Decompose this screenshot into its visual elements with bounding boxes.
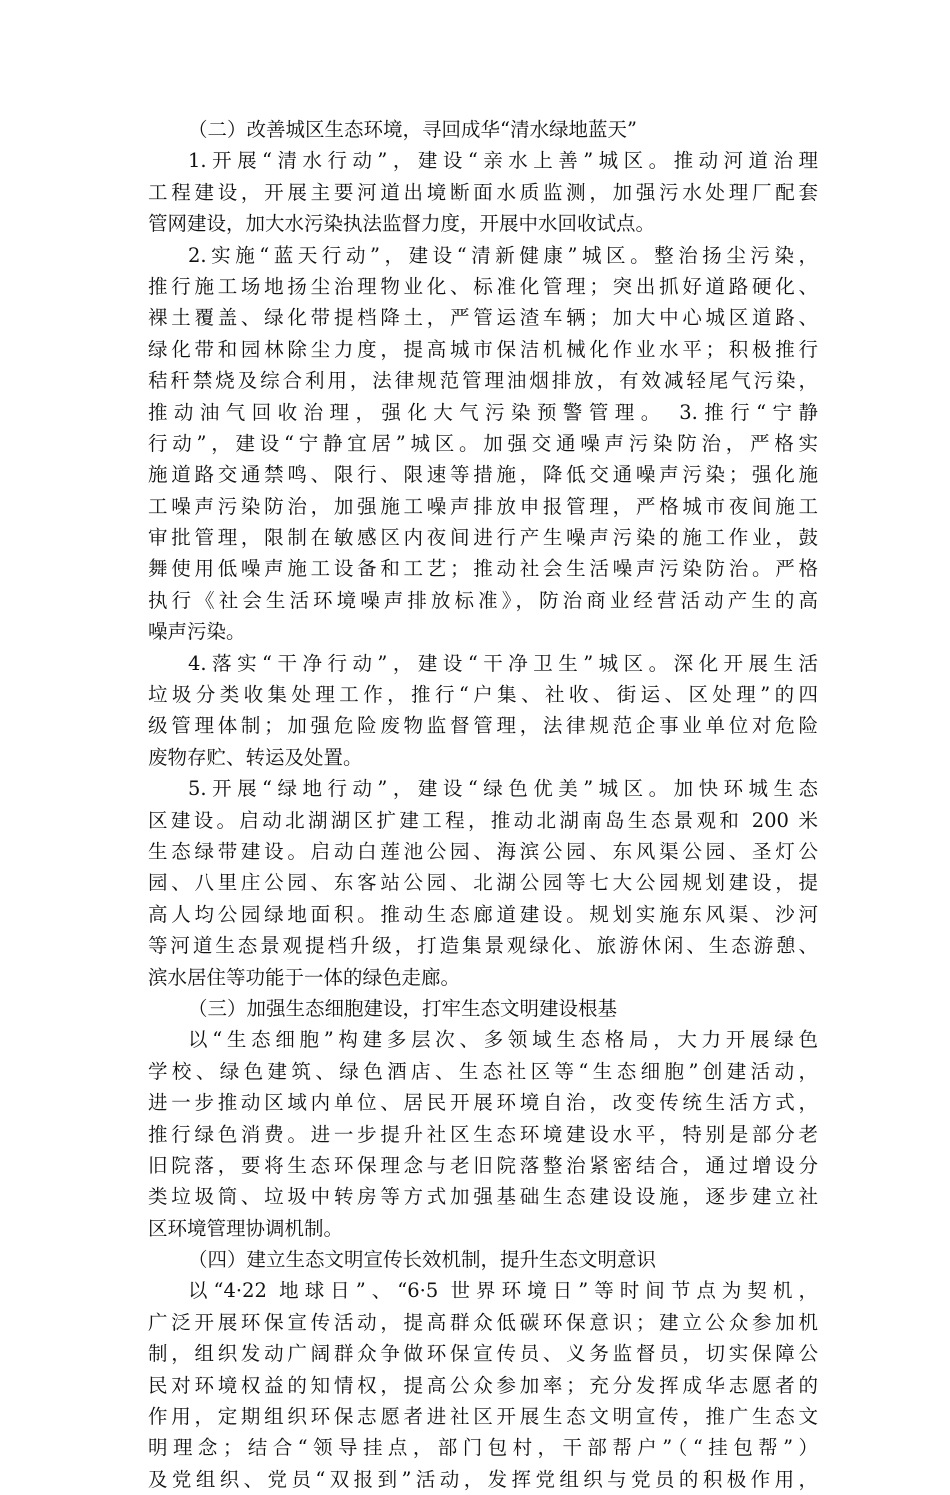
text-line: 5.开展“绿地行动”，建设“绿色优美”城区。加快环城生态 bbox=[188, 777, 818, 801]
text-line: 4.落实“干净行动”，建设“干净卫生”城区。深化开展生活 bbox=[188, 651, 818, 675]
text-line: 舞使用低噪声施工设备和工艺；推动社会生活噪声污染防治。严格 bbox=[148, 557, 818, 581]
text-line: 及党组织、党员“双报到”活动，发挥党组织与党员的积极作用， bbox=[148, 1467, 818, 1491]
text-line: 推行绿色消费。进一步提升社区生态环境建设水平，特别是部分老 bbox=[148, 1122, 818, 1146]
text-line: 施道路交通禁鸣、限行、限速等措施，降低交通噪声污染；强化施 bbox=[148, 463, 818, 487]
text-line: 区环境管理协调机制。 bbox=[148, 1216, 344, 1240]
text-line: 1.开展“清水行动”，建设“亲水上善”城区。推动河道治理 bbox=[188, 149, 818, 173]
text-line: 类垃圾筒、垃圾中转房等方式加强基础生态建设设施，逐步建立社 bbox=[148, 1185, 818, 1209]
text-line: 裸土覆盖、绿化带提档降土，严管运渣车辆；加大中心城区道路、 bbox=[148, 306, 818, 330]
text-line: 民对环境权益的知情权，提高公众参加率；充分发挥成华志愿者的 bbox=[148, 1373, 818, 1397]
text-line: 进一步推动区域内单位、居民开展环境自治，改变传统生活方式， bbox=[148, 1091, 818, 1115]
text-line: （四）建立生态文明宣传长效机制，提升生态文明意识 bbox=[188, 1248, 657, 1272]
text-line: 以“4·22 地球日”、“6·5 世界环境日”等时间节点为契机， bbox=[188, 1279, 818, 1303]
document-body bbox=[148, 114, 818, 1495]
text-line: 绿化带和园林除尘力度，提高城市保洁机械化作业水平；积极推行 bbox=[148, 337, 818, 361]
text-line: 等河道生态景观提档升级，打造集景观绿化、旅游休闲、生态游憩、 bbox=[148, 934, 818, 958]
text-line: 旧院落，要将生态环保理念与老旧院落整治紧密结合，通过增设分 bbox=[148, 1153, 818, 1177]
text-line: 2.实施“蓝天行动”，建设“清新健康”城区。整治扬尘污染， bbox=[188, 243, 818, 267]
text-line: 高人均公园绿地面积。推动生态廊道建设。规划实施东风渠、沙河 bbox=[148, 902, 818, 926]
text-line: 明理念；结合“领导挂点，部门包村，干部帮户”（“挂包帮”） bbox=[148, 1436, 818, 1460]
text-line: 工程建设，开展主要河道出境断面水质监测，加强污水处理厂配套 bbox=[148, 180, 818, 204]
text-line: 推行施工场地扬尘治理物业化、标准化管理；突出抓好道路硬化、 bbox=[148, 274, 818, 298]
text-line: 秸秆禁烧及综合利用，法律规范管理油烟排放，有效减轻尾气污染， bbox=[148, 369, 818, 393]
text-line: 制，组织发动广阔群众争做环保宣传员、义务监督员，切实保障公 bbox=[148, 1342, 818, 1366]
text-line: 区建设。启动北湖湖区扩建工程，推动北湖南岛生态景观和 200 米 bbox=[148, 808, 818, 832]
text-line: 废物存贮、转运及处置。 bbox=[148, 745, 363, 769]
text-line: （三）加强生态细胞建设，打牢生态文明建设根基 bbox=[188, 996, 618, 1020]
text-line: 园、八里庄公园、东客站公园、北湖公园等七大公园规划建设，提 bbox=[148, 871, 818, 895]
text-line: 推动油气回收治理，强化大气污染预警管理。 3.推行“宁静 bbox=[148, 400, 818, 424]
text-line: 以“生态细胞”构建多层次、多领域生态格局，大力开展绿色 bbox=[188, 1028, 818, 1052]
text-line: 广泛开展环保宣传活动，提高群众低碳环保意识；建立公众参加机 bbox=[148, 1310, 818, 1334]
text-line: （二）改善城区生态环境，寻回成华“清水绿地蓝天” bbox=[188, 118, 637, 141]
text-line: 垃圾分类收集处理工作，推行“户集、社收、街运、区处理”的四 bbox=[148, 683, 818, 707]
text-line: 学校、绿色建筑、绿色酒店、生态社区等“生态细胞”创建活动， bbox=[148, 1059, 818, 1083]
text-line: 工噪声污染防治，加强施工噪声排放申报管理，严格城市夜间施工 bbox=[148, 494, 818, 518]
text-line: 生态绿带建设。启动白莲池公园、海滨公园、东风渠公园、圣灯公 bbox=[148, 839, 818, 863]
text-line: 滨水居住等功能于一体的绿色走廊。 bbox=[148, 965, 461, 989]
text-line: 作用，定期组织环保志愿者进社区开展生态文明宣传，推广生态文 bbox=[148, 1405, 818, 1429]
text-line: 管网建设，加大水污染执法监督力度，开展中水回收试点。 bbox=[148, 212, 656, 236]
text-line: 行动”，建设“宁静宜居”城区。加强交通噪声污染防治，严格实 bbox=[148, 431, 818, 455]
text-line: 执行《社会生活环境噪声排放标准》，防治商业经营活动产生的高 bbox=[148, 588, 818, 612]
text-line: 级管理体制；加强危险废物监督管理，法律规范企事业单位对危险 bbox=[148, 714, 818, 738]
text-line: 审批管理，限制在敏感区内夜间进行产生噪声污染的施工作业，鼓 bbox=[148, 526, 818, 550]
text-line: 噪声污染。 bbox=[148, 620, 246, 644]
